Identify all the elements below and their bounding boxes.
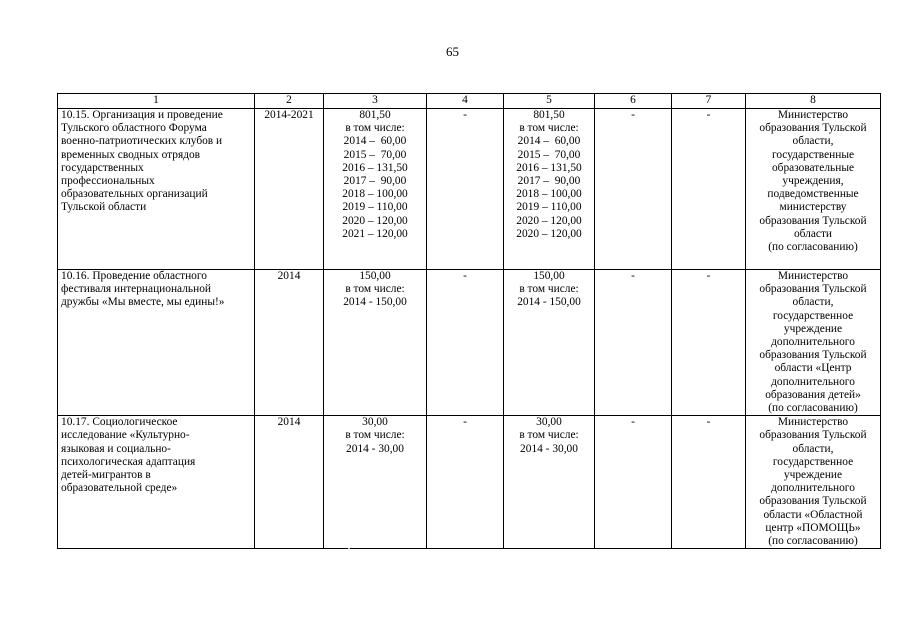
executor-line: (по согласованию): [768, 241, 858, 254]
column-5-cell: [504, 416, 595, 549]
executor-line: Министерство: [777, 416, 849, 429]
column-5-cell: [504, 109, 595, 270]
column-header: 3: [324, 94, 427, 109]
event-line: детей-мигрантов в: [61, 469, 151, 482]
event-line: Тульского областного Форума: [61, 122, 207, 135]
executor-line: области «Областной: [763, 508, 863, 521]
column-7-cell: -: [672, 416, 746, 549]
column-header: 1: [58, 94, 255, 109]
column-4-cell: -: [427, 270, 504, 416]
column-5-line: 801,50: [533, 109, 565, 121]
executor-line: Министерство: [777, 109, 849, 121]
total-line: 150,00: [359, 270, 391, 282]
column-5-line: 2017 – 90,00: [517, 175, 581, 188]
total-line: 2018 – 100,00: [342, 188, 408, 201]
column-5-cell: [504, 270, 595, 416]
event-line: военно-патриотических клубов и: [61, 135, 223, 148]
column-6-cell: -: [595, 270, 672, 416]
column-5-line: 2016 – 131,50: [516, 161, 582, 174]
executor-line: области,: [792, 135, 834, 148]
executor-line: дополнительного: [771, 336, 855, 349]
header-row: [58, 94, 881, 109]
event-line: дружбы «Мы вместе, мы едины!»: [61, 296, 225, 309]
program-table: [57, 93, 881, 549]
column-6-cell: -: [595, 416, 672, 549]
column-5-line: 2018 – 100,00: [516, 188, 582, 201]
event-cell: [58, 270, 255, 416]
executor-line: центр «ПОМОЩЬ»: [765, 521, 861, 534]
executor-line: образования Тульской: [759, 429, 867, 442]
event-cell: [58, 109, 255, 270]
column-5-line: 2019 – 110,00: [516, 201, 582, 214]
total-line: 2017 – 90,00: [343, 175, 407, 188]
total-line: 2014 - 30,00: [346, 442, 404, 455]
executor-line: области,: [792, 442, 834, 455]
column-5-line: в том числе:: [519, 122, 579, 135]
period-cell: 2014: [255, 270, 324, 416]
executor-line: образования детей»: [765, 388, 861, 401]
period-cell: 2014-2021: [255, 109, 324, 270]
column-5-line: 2014 - 30,00: [520, 442, 578, 455]
event-line: 10.15. Организация и проведение: [61, 109, 223, 121]
executor-line: учреждение: [783, 322, 843, 335]
total-cell: [324, 270, 427, 416]
column-header: 8: [746, 94, 881, 109]
executor-line: учреждение: [783, 469, 843, 482]
executor-line: Министерство: [777, 270, 849, 282]
column-5-line: 2014 – 60,00: [517, 135, 581, 148]
total-line: 2014 - 150,00: [343, 296, 407, 309]
total-line: 2021 – 120,00: [342, 227, 408, 240]
executor-line: (по согласованию): [768, 535, 858, 548]
total-line: 30,00: [362, 416, 388, 429]
event-line: временных сводных отрядов: [61, 148, 201, 161]
total-cell: [324, 416, 427, 549]
column-5-line: 2020 – 120,00: [516, 227, 582, 240]
column-4-cell: -: [427, 109, 504, 270]
executor-line: образования Тульской: [759, 122, 867, 135]
executor-line: государственное: [772, 455, 854, 468]
total-line: 2019 – 110,00: [342, 201, 408, 214]
table-row: [58, 109, 881, 270]
executor-line: дополнительного: [771, 375, 855, 388]
total-line: 2015 – 70,00: [343, 148, 407, 161]
event-line: 10.16. Проведение областного: [61, 270, 207, 282]
column-5-line: в том числе:: [519, 429, 579, 442]
executor-line: образования Тульской: [759, 283, 867, 296]
column-5-line: 2020 – 120,00: [516, 214, 582, 227]
total-line: в том числе:: [345, 122, 405, 135]
executor-cell: [746, 416, 881, 549]
executor-cell: [746, 270, 881, 416]
event-line: государственных: [61, 161, 144, 174]
column-header: 4: [427, 94, 504, 109]
column-7-cell: -: [672, 270, 746, 416]
executor-line: области «Центр: [774, 362, 852, 375]
executor-line: учреждения,: [782, 175, 844, 188]
total-cell: [324, 109, 427, 270]
executor-line: государственное: [772, 309, 854, 322]
scan-speck: [348, 548, 350, 549]
executor-line: дополнительного: [771, 482, 855, 495]
column-5-line: 30,00: [536, 416, 562, 429]
page-number: 65: [446, 44, 459, 59]
event-line: психологическая адаптация: [61, 455, 196, 468]
event-cell: [58, 416, 255, 549]
period-cell: 2014: [255, 416, 324, 549]
executor-line: государственные: [771, 148, 855, 161]
total-line: 801,50: [359, 109, 391, 121]
executor-line: области,: [792, 296, 834, 309]
column-header: 6: [595, 94, 672, 109]
total-line: в том числе:: [345, 429, 405, 442]
event-line: образовательной среде»: [61, 482, 178, 495]
column-header: 5: [504, 94, 595, 109]
event-line: 10.17. Социологическое: [61, 416, 178, 429]
executor-line: образования Тульской: [759, 214, 867, 227]
total-line: 2014 – 60,00: [343, 135, 407, 148]
total-line: в том числе:: [345, 283, 405, 296]
column-4-cell: -: [427, 416, 504, 549]
event-line: фестиваля интернациональной: [61, 283, 211, 296]
column-header: 2: [255, 94, 324, 109]
column-5-line: 2014 - 150,00: [517, 296, 581, 309]
column-6-cell: -: [595, 109, 672, 270]
executor-line: образования Тульской: [759, 349, 867, 362]
event-line: Тульской области: [61, 201, 147, 214]
column-header: 7: [672, 94, 746, 109]
event-line: исследование «Культурно-: [61, 429, 190, 442]
table-row: [58, 416, 881, 549]
executor-line: образования Тульской: [759, 495, 867, 508]
total-line: 2016 – 131,50: [342, 161, 408, 174]
executor-line: (по согласованию): [768, 402, 858, 415]
column-7-cell: -: [672, 109, 746, 270]
executor-line: министерству: [779, 201, 847, 214]
event-line: языковая и социально-: [61, 442, 171, 455]
column-5-line: в том числе:: [519, 283, 579, 296]
executor-line: образовательные: [771, 161, 855, 174]
column-5-line: 2015 – 70,00: [517, 148, 581, 161]
executor-line: области: [793, 227, 833, 240]
total-line: 2020 – 120,00: [342, 214, 408, 227]
column-5-line: 150,00: [533, 270, 565, 282]
event-line: профессиональных: [61, 175, 155, 188]
executor-line: подведомственные: [767, 188, 859, 201]
executor-cell: [746, 109, 881, 270]
table-row: [58, 270, 881, 416]
event-line: образовательных организаций: [61, 188, 208, 201]
